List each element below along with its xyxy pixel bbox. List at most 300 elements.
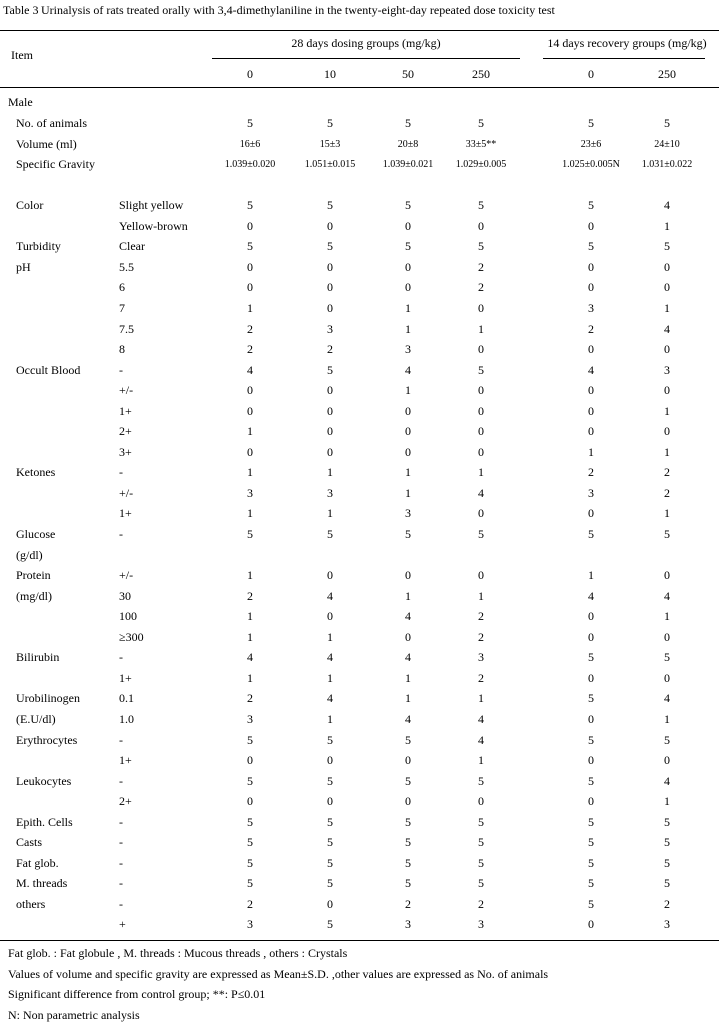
value-cell: 1 <box>405 691 411 706</box>
table-row <box>0 157 723 177</box>
value-cell: 0 <box>478 218 484 233</box>
row-item-label: others <box>16 896 46 911</box>
row-sub-label: Yellow-brown <box>119 218 188 233</box>
table-row <box>0 589 723 609</box>
row-item-label: Volume (ml) <box>16 136 77 151</box>
row-sub-label: - <box>119 732 123 747</box>
table-row <box>0 486 723 506</box>
value-cell: 5 <box>588 527 594 541</box>
value-cell: 3 <box>247 917 253 932</box>
value-cell: 1.039±0.020 <box>224 159 276 171</box>
sex-label: Male <box>8 95 33 109</box>
value-cell: 5 <box>664 876 670 891</box>
value-cell: 0 <box>405 753 411 768</box>
value-cell: 5 <box>478 116 484 130</box>
value-cell: 4 <box>664 691 670 706</box>
value-cell: 5 <box>405 239 411 254</box>
row-item-label: Occult Blood <box>16 362 81 377</box>
footnote: Significant difference from control group; **: P≤0.01 <box>8 987 266 1001</box>
table-row <box>0 733 723 753</box>
row-item-label: Leukocytes <box>16 773 72 788</box>
row-sub-label: - <box>119 773 123 788</box>
table-row <box>0 794 723 814</box>
value-cell: 1 <box>664 711 670 726</box>
value-cell: 0 <box>588 218 594 233</box>
value-cell: 4 <box>247 650 253 665</box>
value-cell: 5 <box>405 732 411 747</box>
table-row <box>0 876 723 896</box>
row-sub-label: - <box>119 527 123 541</box>
value-cell: 5 <box>664 814 670 829</box>
value-cell: 5 <box>247 814 253 829</box>
value-cell: 1 <box>405 465 411 480</box>
value-cell: 5 <box>588 773 594 788</box>
value-cell: 4 <box>405 650 411 665</box>
value-cell: 4 <box>664 588 670 603</box>
value-cell: 5 <box>664 650 670 665</box>
table-row <box>0 280 723 300</box>
value-cell: 0 <box>588 629 594 644</box>
value-cell: 1 <box>588 444 594 459</box>
value-cell: 1 <box>327 465 333 480</box>
value-cell: 0 <box>327 218 333 233</box>
value-cell: 1 <box>664 444 670 459</box>
table-row <box>0 465 723 485</box>
value-cell: 4 <box>664 321 670 336</box>
value-cell: 0 <box>664 342 670 357</box>
value-cell: 0 <box>405 629 411 644</box>
row-sub-label: 1.0 <box>119 711 134 726</box>
value-cell: 0 <box>664 670 670 685</box>
value-cell: 0 <box>327 280 333 295</box>
value-cell: 5 <box>405 773 411 788</box>
value-cell: 0 <box>327 609 333 624</box>
table-row <box>0 712 723 732</box>
row-item-label: (g/dl) <box>16 547 43 562</box>
value-cell: 5 <box>405 814 411 829</box>
table-row <box>0 548 723 568</box>
value-cell: 5 <box>588 116 594 130</box>
value-cell: 0 <box>405 794 411 809</box>
row-item-label: Glucose <box>16 527 56 541</box>
value-cell: 1 <box>405 670 411 685</box>
value-cell: 0 <box>405 403 411 418</box>
value-cell: 2 <box>247 691 253 706</box>
row-item-label: Protein <box>16 568 51 583</box>
row-sub-label: 100 <box>119 609 137 624</box>
value-cell: 0 <box>588 403 594 418</box>
row-sub-label: - <box>119 835 123 850</box>
value-cell: 2 <box>405 896 411 911</box>
value-cell: 20±8 <box>397 138 419 150</box>
value-cell: 0 <box>588 506 594 521</box>
value-cell: 1 <box>664 506 670 521</box>
value-cell: 0 <box>588 259 594 274</box>
value-cell: 5 <box>247 239 253 254</box>
top-rule <box>0 30 719 31</box>
table-row <box>0 897 723 917</box>
table-row <box>0 301 723 321</box>
value-cell: 0 <box>588 753 594 768</box>
value-cell: 3 <box>247 711 253 726</box>
table-row <box>0 856 723 876</box>
value-cell: 5 <box>588 896 594 911</box>
value-cell: 1 <box>247 568 253 583</box>
value-cell: 3 <box>405 506 411 521</box>
value-cell: 1.051±0.015 <box>304 159 356 171</box>
value-cell: 5 <box>478 527 484 541</box>
value-cell: 0 <box>664 629 670 644</box>
value-cell: 4 <box>478 711 484 726</box>
footnote: Values of volume and specific gravity are expressed as Mean±S.D. ,other values are expressed as No. of animals <box>8 966 549 981</box>
value-cell: 16±6 <box>239 138 261 150</box>
bottom-rule <box>0 940 719 941</box>
row-sub-label: - <box>119 855 123 870</box>
row-sub-label: +/- <box>119 485 134 500</box>
value-cell: 5 <box>405 855 411 870</box>
value-cell: 0 <box>405 444 411 459</box>
value-cell: 0 <box>327 753 333 768</box>
dose-header-cell: 10 <box>324 67 336 81</box>
dose-header-cell: 0 <box>588 67 594 81</box>
header-bottom-rule <box>0 87 719 88</box>
value-cell: 0 <box>247 259 253 274</box>
value-cell: 0 <box>247 444 253 459</box>
value-cell: 0 <box>327 300 333 315</box>
value-cell: 1 <box>405 588 411 603</box>
value-cell: 0 <box>247 280 253 295</box>
table-caption: Urinalysis of rats treated orally with 3,4-dimethylaniline in the twenty-eight-day repeated dose toxicity test <box>41 3 555 17</box>
row-item-label: Urobilinogen <box>16 691 80 706</box>
table-row <box>0 506 723 526</box>
value-cell: 5 <box>327 527 333 541</box>
value-cell: 3 <box>405 917 411 932</box>
value-cell: 0 <box>478 403 484 418</box>
value-cell: 0 <box>247 403 253 418</box>
value-cell: 2 <box>327 342 333 357</box>
value-cell: 5 <box>405 876 411 891</box>
dosing-group-rule <box>212 58 520 59</box>
table-row <box>0 198 723 218</box>
value-cell: 0 <box>478 300 484 315</box>
value-cell: 0 <box>664 753 670 768</box>
row-sub-label: 0.1 <box>119 691 134 706</box>
value-cell: 0 <box>588 383 594 398</box>
value-cell: 1 <box>405 321 411 336</box>
row-sub-label: - <box>119 362 123 377</box>
value-cell: 33±5** <box>465 138 497 150</box>
dose-header-cell: 0 <box>247 67 253 81</box>
value-cell: 5 <box>588 814 594 829</box>
value-cell: 3 <box>327 321 333 336</box>
value-cell: 1 <box>664 218 670 233</box>
value-cell: 5 <box>478 239 484 254</box>
row-item-label: Fat glob. <box>16 855 59 870</box>
value-cell: 1 <box>478 588 484 603</box>
row-sub-label: 3+ <box>119 444 132 459</box>
row-item-label: Ketones <box>16 465 56 480</box>
value-cell: 5 <box>247 855 253 870</box>
table-row <box>0 568 723 588</box>
value-cell: 1 <box>478 321 484 336</box>
value-cell: 0 <box>405 424 411 439</box>
value-cell: 5 <box>664 527 670 541</box>
value-cell: 5 <box>405 527 411 541</box>
value-cell: 5 <box>588 855 594 870</box>
value-cell: 1.025±0.005N <box>562 159 620 171</box>
value-cell: 2 <box>664 896 670 911</box>
value-cell: 0 <box>327 424 333 439</box>
recovery-group-rule <box>543 58 705 59</box>
value-cell: 1.031±0.022 <box>641 159 693 171</box>
value-cell: 3 <box>664 917 670 932</box>
row-item-label: (mg/dl) <box>16 588 52 603</box>
table-row <box>0 835 723 855</box>
row-sub-label: - <box>119 465 123 480</box>
value-cell: 0 <box>588 711 594 726</box>
row-item-label: Turbidity <box>16 239 61 254</box>
value-cell: 5 <box>327 239 333 254</box>
table-row <box>0 116 723 136</box>
value-cell: 5 <box>327 835 333 850</box>
row-sub-label: 2+ <box>119 794 132 809</box>
value-cell: 5 <box>247 876 253 891</box>
value-cell: 0 <box>327 444 333 459</box>
row-sub-label: 7.5 <box>119 321 134 336</box>
value-cell: 2 <box>478 259 484 274</box>
value-cell: 2 <box>478 670 484 685</box>
value-cell: 1 <box>664 300 670 315</box>
value-cell: 1 <box>327 629 333 644</box>
row-sub-label: - <box>119 650 123 665</box>
value-cell: 0 <box>478 444 484 459</box>
row-sub-label: 8 <box>119 342 125 357</box>
value-cell: 3 <box>247 485 253 500</box>
value-cell: 1 <box>327 670 333 685</box>
value-cell: 5 <box>664 835 670 850</box>
value-cell: 1 <box>478 753 484 768</box>
table-row <box>0 137 723 157</box>
value-cell: 5 <box>327 773 333 788</box>
value-cell: 0 <box>327 403 333 418</box>
value-cell: 3 <box>588 300 594 315</box>
value-cell: 1 <box>327 506 333 521</box>
value-cell: 5 <box>664 855 670 870</box>
value-cell: 5 <box>588 650 594 665</box>
value-cell: 1 <box>247 300 253 315</box>
value-cell: 2 <box>478 280 484 295</box>
footnote: Fat glob. : Fat globule , M. threads : Mucous threads , others : Crystals <box>8 946 348 960</box>
value-cell: 15±3 <box>319 138 341 150</box>
row-item-label: (E.U/dl) <box>16 711 56 726</box>
value-cell: 4 <box>327 691 333 706</box>
dose-header-cell: 250 <box>472 67 490 81</box>
row-sub-label: +/- <box>119 383 134 398</box>
table-row <box>0 322 723 342</box>
row-sub-label: 2+ <box>119 424 132 439</box>
value-cell: 4 <box>588 588 594 603</box>
dosing-group-header: 28 days dosing groups (mg/kg) <box>291 36 441 50</box>
row-sub-label: +/- <box>119 568 134 583</box>
value-cell: 0 <box>664 383 670 398</box>
value-cell: 5 <box>327 814 333 829</box>
value-cell: 1 <box>247 424 253 439</box>
value-cell: 2 <box>588 465 594 480</box>
table-row <box>0 404 723 424</box>
value-cell: 2 <box>247 896 253 911</box>
row-item-label: Color <box>16 198 44 213</box>
row-sub-label: - <box>119 814 123 829</box>
value-cell: 4 <box>405 609 411 624</box>
table-row <box>0 527 723 547</box>
recovery-group-header: 14 days recovery groups (mg/kg) <box>547 36 707 50</box>
value-cell: 0 <box>664 280 670 295</box>
value-cell: 2 <box>478 896 484 911</box>
row-item-label: No. of animals <box>16 116 87 130</box>
row-item-label: pH <box>16 259 31 274</box>
row-sub-label: 30 <box>119 588 131 603</box>
value-cell: 1 <box>247 465 253 480</box>
value-cell: 4 <box>405 711 411 726</box>
value-cell: 5 <box>588 876 594 891</box>
table-row <box>0 630 723 650</box>
value-cell: 5 <box>405 116 411 130</box>
value-cell: 5 <box>588 198 594 213</box>
value-cell: 5 <box>247 527 253 541</box>
table-row <box>0 650 723 670</box>
row-item-label: Epith. Cells <box>16 814 73 829</box>
value-cell: 3 <box>327 485 333 500</box>
row-sub-label: - <box>119 876 123 891</box>
value-cell: 2 <box>664 465 670 480</box>
value-cell: 0 <box>405 259 411 274</box>
value-cell: 3 <box>478 917 484 932</box>
value-cell: 2 <box>247 342 253 357</box>
value-cell: 5 <box>247 116 253 130</box>
table-row <box>0 671 723 691</box>
value-cell: 0 <box>588 280 594 295</box>
value-cell: 5 <box>478 198 484 213</box>
value-cell: 3 <box>478 650 484 665</box>
row-sub-label: Clear <box>119 239 145 254</box>
value-cell: 5 <box>588 691 594 706</box>
value-cell: 0 <box>588 424 594 439</box>
value-cell: 1 <box>247 629 253 644</box>
row-sub-label: 6 <box>119 280 125 295</box>
value-cell: 5 <box>327 116 333 130</box>
table-row <box>0 383 723 403</box>
value-cell: 1.039±0.021 <box>382 159 434 171</box>
value-cell: 1 <box>664 403 670 418</box>
table-row <box>0 917 723 937</box>
value-cell: 4 <box>327 650 333 665</box>
row-sub-label: - <box>119 896 123 911</box>
value-cell: 1 <box>405 485 411 500</box>
value-cell: 0 <box>478 506 484 521</box>
table-row <box>0 609 723 629</box>
value-cell: 1 <box>664 794 670 809</box>
value-cell: 5 <box>588 835 594 850</box>
row-sub-label: 1+ <box>119 753 132 768</box>
value-cell: 0 <box>327 794 333 809</box>
row-sub-label: ≥300 <box>119 629 144 644</box>
table-row <box>0 342 723 362</box>
value-cell: 1 <box>247 609 253 624</box>
table-row <box>0 178 723 198</box>
value-cell: 0 <box>478 383 484 398</box>
value-cell: 0 <box>588 917 594 932</box>
value-cell: 4 <box>327 588 333 603</box>
row-sub-label: + <box>119 917 126 932</box>
value-cell: 5 <box>478 855 484 870</box>
value-cell: 3 <box>588 485 594 500</box>
value-cell: 1 <box>478 691 484 706</box>
value-cell: 5 <box>588 239 594 254</box>
value-cell: 5 <box>247 198 253 213</box>
value-cell: 5 <box>327 917 333 932</box>
value-cell: 0 <box>327 896 333 911</box>
value-cell: 0 <box>327 259 333 274</box>
value-cell: 0 <box>588 342 594 357</box>
value-cell: 5 <box>478 835 484 850</box>
row-item-label: Casts <box>16 835 43 850</box>
value-cell: 4 <box>664 773 670 788</box>
value-cell: 5 <box>478 876 484 891</box>
table-row <box>0 753 723 773</box>
value-cell: 2 <box>478 629 484 644</box>
value-cell: 5 <box>478 773 484 788</box>
table-row <box>0 363 723 383</box>
value-cell: 0 <box>405 568 411 583</box>
value-cell: 0 <box>664 259 670 274</box>
value-cell: 2 <box>664 485 670 500</box>
table-row <box>0 219 723 239</box>
value-cell: 5 <box>327 732 333 747</box>
value-cell: 0 <box>588 670 594 685</box>
value-cell: 4 <box>405 362 411 377</box>
value-cell: 1.029±0.005 <box>455 159 507 171</box>
value-cell: 1 <box>247 670 253 685</box>
value-cell: 0 <box>588 794 594 809</box>
value-cell: 0 <box>247 753 253 768</box>
value-cell: 3 <box>405 342 411 357</box>
dose-header-cell: 50 <box>402 67 414 81</box>
value-cell: 0 <box>664 568 670 583</box>
value-cell: 5 <box>478 362 484 377</box>
row-sub-label: Slight yellow <box>119 198 184 213</box>
row-item-label: Erythrocytes <box>16 732 78 747</box>
item-header: Item <box>11 48 33 62</box>
table-row <box>0 691 723 711</box>
value-cell: 24±10 <box>654 138 680 150</box>
value-cell: 2 <box>478 609 484 624</box>
value-cell: 4 <box>478 732 484 747</box>
value-cell: 1 <box>327 711 333 726</box>
value-cell: 5 <box>664 732 670 747</box>
value-cell: 2 <box>247 588 253 603</box>
value-cell: 0 <box>327 383 333 398</box>
value-cell: 0 <box>405 218 411 233</box>
value-cell: 0 <box>478 794 484 809</box>
value-cell: 1 <box>664 609 670 624</box>
value-cell: 0 <box>247 383 253 398</box>
table-number: Table 3 <box>3 3 39 17</box>
value-cell: 5 <box>588 732 594 747</box>
value-cell: 0 <box>478 342 484 357</box>
table-row <box>0 260 723 280</box>
value-cell: 0 <box>247 218 253 233</box>
row-sub-label: 1+ <box>119 506 132 521</box>
